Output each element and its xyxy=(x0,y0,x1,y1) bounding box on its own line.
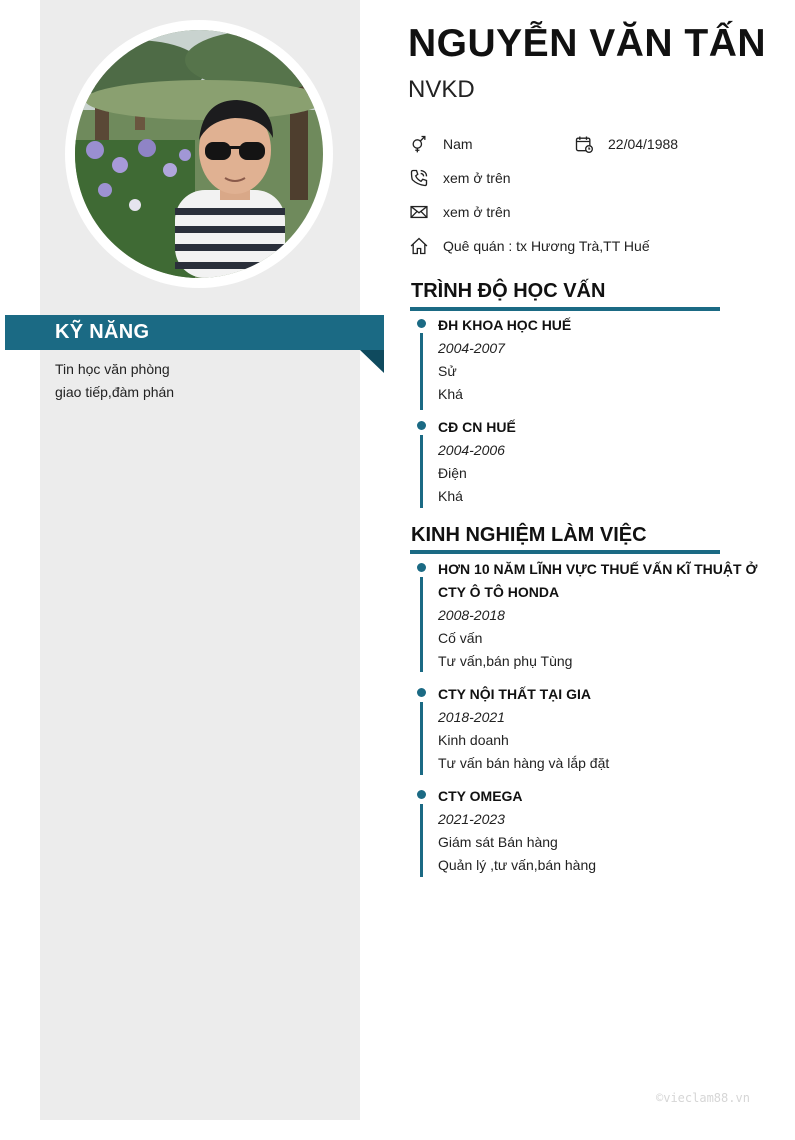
timeline-dot xyxy=(417,688,426,697)
envelope-icon xyxy=(408,201,430,223)
skills-banner-fold xyxy=(360,350,384,373)
skill-item: Tin học văn phòng xyxy=(55,361,170,377)
skills-title: KỸ NĂNG xyxy=(55,321,150,343)
email-row xyxy=(408,201,511,223)
school-grade: Khá xyxy=(438,488,463,504)
address-value: Quê quán : tx Hương Trà,TT Huế xyxy=(443,238,650,254)
school-major: Điện xyxy=(438,465,467,481)
education-title: TRÌNH ĐỘ HỌC VẤN xyxy=(411,280,606,302)
avatar xyxy=(75,30,323,278)
school-major: Sử xyxy=(438,363,457,379)
timeline-dot xyxy=(417,421,426,430)
timeline-dot xyxy=(417,563,426,572)
job-years: 2021-2023 xyxy=(438,811,505,827)
school-name: ĐH KHOA HỌC HUẾ xyxy=(438,317,572,333)
profile-photo xyxy=(75,30,323,278)
skills-list xyxy=(55,358,174,404)
timeline-bar xyxy=(420,435,423,508)
job-role: Kinh doanh xyxy=(438,732,509,748)
address-row xyxy=(408,235,650,257)
home-icon xyxy=(408,235,430,257)
gender-row xyxy=(408,133,473,155)
job-description: Tư vấn,bán phụ Tùng xyxy=(438,653,573,669)
experience-entry xyxy=(420,683,782,775)
job-position: NVKD xyxy=(408,76,475,103)
phone-icon xyxy=(408,167,430,189)
company-name: HƠN 10 NĂM LĨNH VỰC THUẾ VẤN KĨ THUẬT Ở CTY Ô TÔ HONDA xyxy=(438,561,758,600)
school-grade: Khá xyxy=(438,386,463,402)
timeline-bar xyxy=(420,577,423,672)
calendar-icon xyxy=(573,133,595,155)
timeline-dot xyxy=(417,790,426,799)
email-value: xem ở trên xyxy=(443,204,511,220)
job-role: Cố vấn xyxy=(438,630,483,646)
experience-entry xyxy=(420,558,782,672)
timeline-bar xyxy=(420,333,423,410)
full-name: NGUYỄN VĂN TẤN xyxy=(408,22,767,65)
school-years: 2004-2006 xyxy=(438,442,505,458)
timeline-bar xyxy=(420,804,423,877)
company-name: CTY OMEGA xyxy=(438,788,523,804)
experience-title: KINH NGHIỆM LÀM VIỆC xyxy=(411,524,647,546)
birthday-row xyxy=(573,133,678,155)
education-entry xyxy=(420,416,782,508)
watermark: ©vieclam88.vn xyxy=(656,1091,750,1105)
timeline-bar xyxy=(420,702,423,775)
experience-entry xyxy=(420,785,782,877)
experience-rule xyxy=(410,550,720,554)
gender-value: Nam xyxy=(443,136,473,152)
company-name: CTY NỘI THẤT TẠI GIA xyxy=(438,686,591,702)
phone-row xyxy=(408,167,511,189)
skill-item: giao tiếp,đàm phán xyxy=(55,384,175,400)
job-description: Quản lý ,tư vấn,bán hàng xyxy=(438,857,597,873)
birthday-value: 22/04/1988 xyxy=(608,136,679,152)
phone-value: xem ở trên xyxy=(443,170,511,186)
education-rule xyxy=(410,307,720,311)
gender-icon xyxy=(408,133,430,155)
school-years: 2004-2007 xyxy=(438,340,505,356)
job-description: Tư vấn bán hàng và lắp đặt xyxy=(438,755,610,771)
job-years: 2008-2018 xyxy=(438,607,505,623)
job-role: Giám sát Bán hàng xyxy=(438,834,558,850)
school-name: CĐ CN HUẾ xyxy=(438,419,516,435)
job-years: 2018-2021 xyxy=(438,709,505,725)
timeline-dot xyxy=(417,319,426,328)
